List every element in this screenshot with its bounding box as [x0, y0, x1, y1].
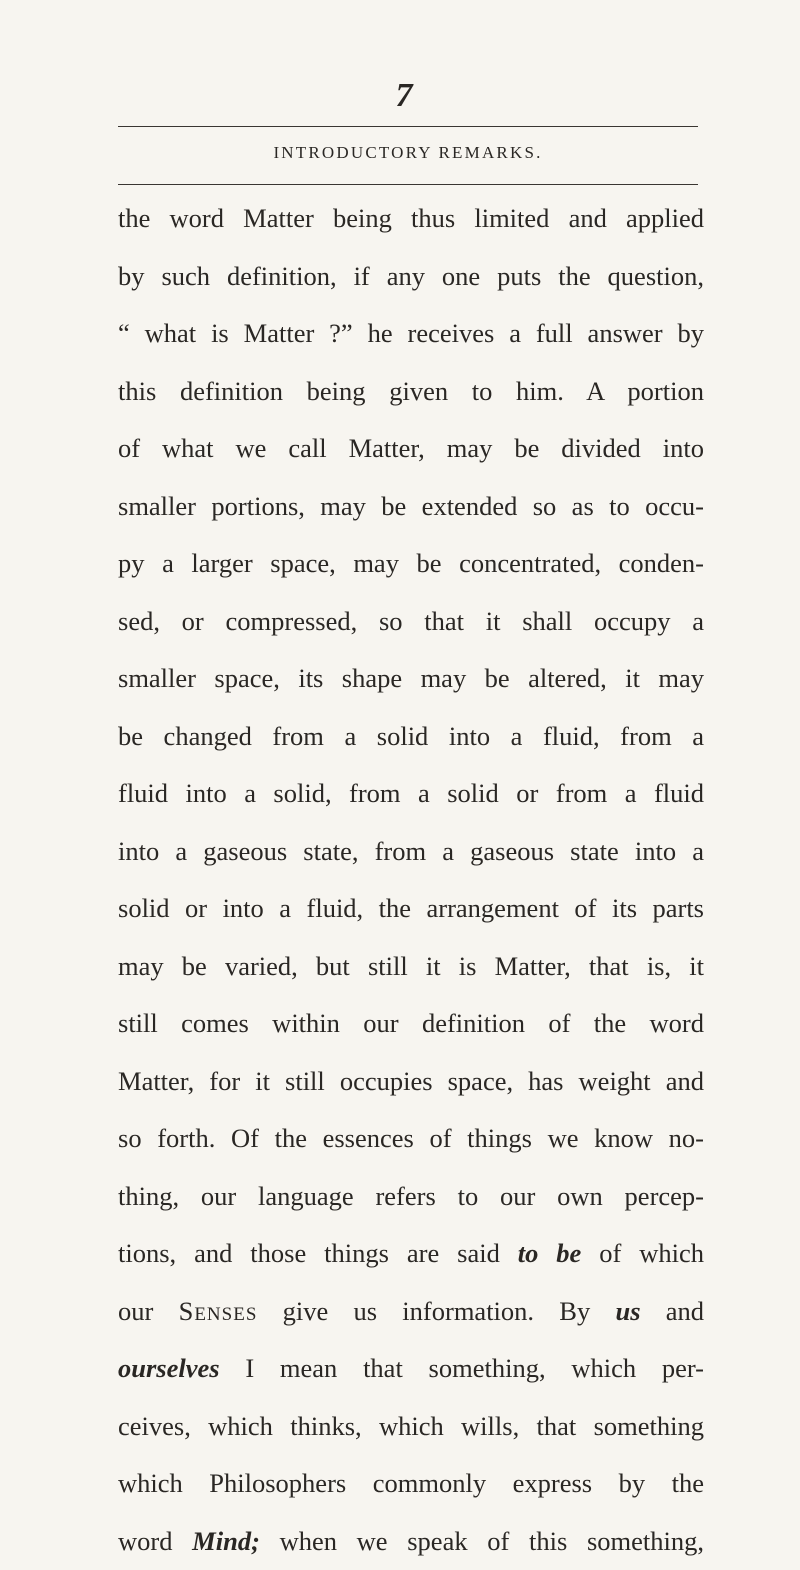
text-line: still comes within our definition of the word — [118, 995, 704, 1053]
text-line: smaller portions, may be extended so as to occu- — [118, 478, 704, 536]
text-line: Matter, for it still occupies space, has weight and — [118, 1053, 704, 1111]
text-line — [118, 1340, 704, 1398]
text-line: so forth. Of the essences of things we know no- — [118, 1110, 704, 1168]
text-line — [118, 1283, 704, 1341]
text-segment: our — [118, 1296, 153, 1326]
text-line — [118, 1225, 704, 1283]
text-line: of what we call Matter, may be divided into — [118, 420, 704, 478]
text-line: fluid into a solid, from a solid or from a fluid — [118, 765, 704, 823]
body-text — [118, 190, 704, 1570]
running-head: INTRODUCTORY REMARKS. — [118, 141, 698, 165]
text-segment: I mean that something, which per- — [245, 1353, 704, 1383]
text-line: “ what is Matter ?” he receives a full answer by — [118, 305, 704, 363]
text-segment: tions, and those things are said — [118, 1238, 500, 1268]
text-line: the word Matter being thus limited and applied — [118, 190, 704, 248]
text-line: py a larger space, may be concentrated, conden- — [118, 535, 704, 593]
page-number: 7 — [384, 76, 424, 116]
text-line: may be varied, but still it is Matter, that is, it — [118, 938, 704, 996]
text-line: ceives, which thinks, which wills, that something — [118, 1398, 704, 1456]
text-line: solid or into a fluid, the arrangement of its parts — [118, 880, 704, 938]
text-segment: and — [666, 1296, 704, 1326]
text-segment: of which — [599, 1238, 704, 1268]
text-line — [118, 1513, 704, 1570]
text-line: into a gaseous state, from a gaseous state into a — [118, 823, 704, 881]
small-caps-senses: Senses — [179, 1296, 258, 1326]
emphasis-us: us — [615, 1296, 640, 1326]
emphasis-to-be: to be — [518, 1238, 582, 1268]
text-line: this definition being given to him. A portion — [118, 363, 704, 421]
text-line: which Philosophers commonly express by the — [118, 1455, 704, 1513]
text-line: sed, or compressed, so that it shall occupy a — [118, 593, 704, 651]
text-line: thing, our language refers to our own percep- — [118, 1168, 704, 1226]
emphasis-mind: Mind; — [192, 1526, 260, 1556]
text-line: be changed from a solid into a fluid, from a — [118, 708, 704, 766]
header-rule-bottom — [118, 184, 698, 185]
header-rule-top — [118, 126, 698, 127]
emphasis-ourselves: ourselves — [118, 1353, 220, 1383]
text-segment: word — [118, 1526, 172, 1556]
text-segment: give us information. By — [283, 1296, 591, 1326]
text-line: by such definition, if any one puts the question, — [118, 248, 704, 306]
text-segment: when we speak of this something, — [280, 1526, 704, 1556]
text-line: smaller space, its shape may be altered, it may — [118, 650, 704, 708]
